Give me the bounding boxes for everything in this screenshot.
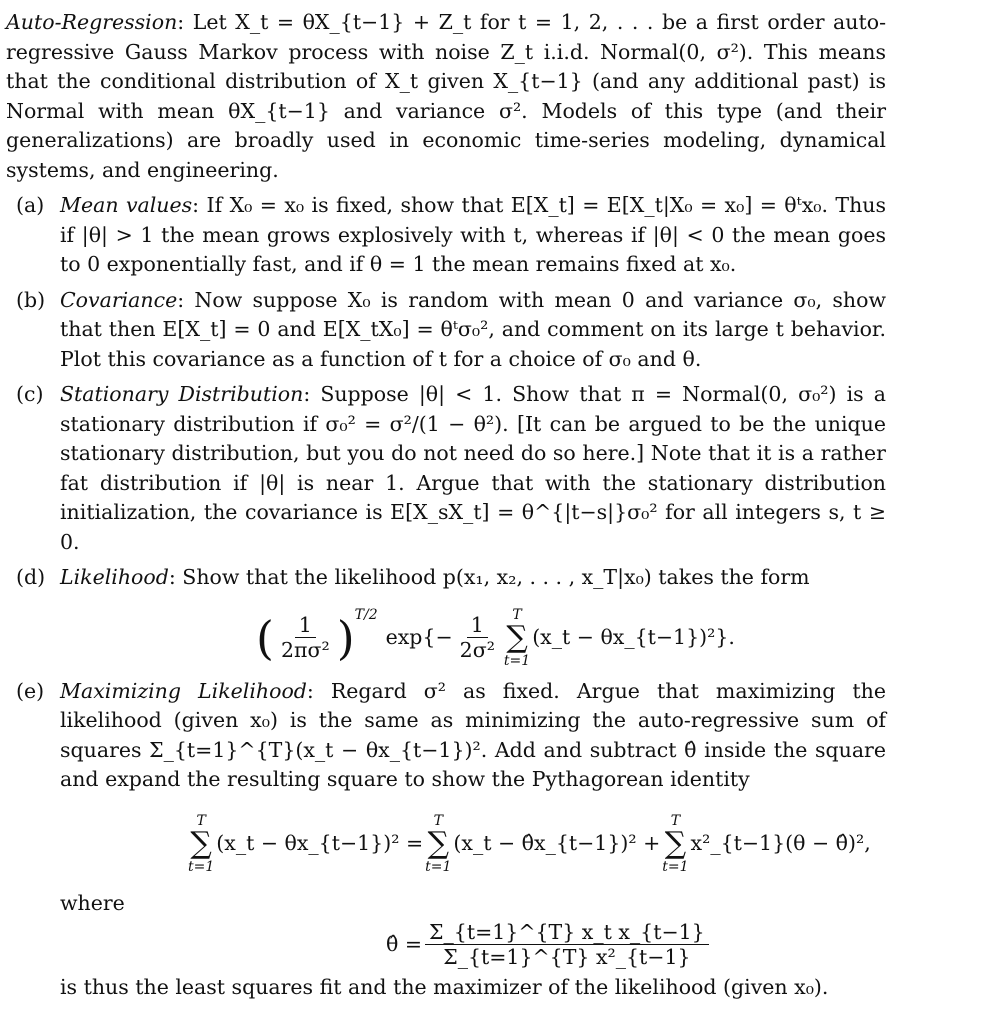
item-d-text: : Show that the likelihood p(x₁, x₂, . . . , x_T|x₀) takes the form — [168, 565, 810, 589]
intro-paragraph — [6, 8, 886, 185]
right-paren: ) — [336, 610, 355, 665]
pyth-sum2-upper: T — [433, 812, 443, 829]
likelihood-fraction-2 — [456, 613, 499, 662]
item-a — [6, 191, 886, 280]
pyth-lhs: (x_t − θx_{t−1})² = — [216, 830, 424, 855]
pyth-sum2-lower: t=1 — [425, 858, 452, 875]
item-a-text: : If X₀ = x₀ is fixed, show that E[X_t] = E[X_t|X₀ = x₀] = θᵗx₀. Thus if |θ| > 1 the mean grows explosively with t, whereas if |θ| < 0 the mean goes to 0 exponentially fast, and if θ = 1 the mean remains fixed at x₀. — [60, 193, 887, 276]
item-e — [6, 677, 886, 795]
item-e-text: : Regard σ² as fixed. Argue that maximizing the likelihood (given x₀) is the same as minimizing the auto-regressive sum of squares Σ_{t=1}^{T}(x_t − θx_{t−1})². Add and subtract θ̂ inside the square and expand the resulting square to show the Pythagorean identity — [60, 678, 886, 791]
likelihood-frac2-num: 1 — [467, 613, 488, 638]
pyth-sum3-lower: t=1 — [662, 858, 689, 875]
item-c-title: Stationary Distribution — [60, 382, 304, 406]
thetahat-den: Σ_{t=1}^{T} x²_{t−1} — [443, 945, 691, 969]
likelihood-frac2-den: 2σ² — [459, 638, 495, 662]
thetahat-equation — [386, 920, 886, 969]
item-d — [6, 563, 886, 593]
item-a-title: Mean values — [60, 193, 193, 217]
item-c-text: : Suppose |θ| < 1. Show that π = Normal(0, σ₀²) is a stationary distribution if σ₀² = σ²/(1 − θ²). [It can be argued to be the unique stationary distribution, but you do not need do so here.] Note that it is a rather fat distribution if |θ| is near 1. Argue that with the stationary distribution initialization, the covariance is E[X_sX_t] = θ^{|t−s|}σ₀² for all integers s, t ≥ 0. — [60, 382, 886, 554]
sum-upper: T — [512, 606, 522, 623]
pythagorean-equation — [186, 813, 886, 875]
thetahat-num: Σ_{t=1}^{T} x_t x_{t−1} — [425, 920, 709, 945]
item-d-title: Likelihood — [60, 565, 169, 589]
item-b-label: (b) — [16, 287, 46, 312]
item-c — [6, 380, 886, 557]
item-c-label: (c) — [16, 382, 44, 406]
pyth-sum1-upper: T — [196, 812, 206, 829]
where-label: where — [60, 890, 125, 915]
pyth-sum-1 — [188, 813, 214, 875]
item-b — [6, 286, 886, 375]
pyth-sum1-lower: t=1 — [188, 858, 215, 875]
sigma-symbol: ∑ — [427, 825, 449, 861]
likelihood-exp: exp{− — [385, 624, 453, 649]
sum-lower: t=1 — [503, 652, 531, 669]
likelihood-equation — [256, 607, 886, 669]
item-e-title: Maximizing Likelihood — [60, 678, 307, 703]
item-e-label: (e) — [16, 678, 45, 703]
sigma-symbol: ∑ — [506, 619, 528, 655]
pyth-rhs: x²_{t−1}(θ − θ̂)², — [690, 830, 871, 855]
sigma-symbol: ∑ — [664, 825, 687, 861]
closing-sentence: is thus the least squares fit and the maximizer of the likelihood (given x₀). — [60, 975, 829, 999]
intro-text: : Let X_t = θX_{t−1} + Z_t for t = 1, 2, . . . be a first order auto-regressive Gauss Markov process with noise Z_t i.i.d. Normal(0, σ²). This means that the conditional distribution of X_t given X_{t−1} (and any additional past) is Normal with mean θX_{t−1} and variance σ². Models of this type (and their generalizations) are broadly used in economic time-series modeling, dynamical systems, and engineering. — [6, 10, 886, 182]
intro-title: Auto-Regression — [6, 10, 178, 34]
sigma-symbol: ∑ — [190, 825, 212, 861]
likelihood-fraction — [277, 613, 334, 662]
thetahat-lhs: θ̂ = — [386, 931, 423, 956]
pyth-sum-3 — [662, 813, 688, 875]
pyth-mid: (x_t − θ̂x_{t−1})² + — [453, 830, 661, 855]
problem-page — [6, 8, 886, 1003]
likelihood-power: T/2 — [354, 606, 378, 623]
likelihood-sum — [504, 607, 530, 669]
left-paren: ( — [256, 610, 274, 665]
likelihood-frac-num: 1 — [295, 613, 316, 638]
pyth-sum3-upper: T — [670, 812, 681, 829]
thetahat-fraction — [425, 920, 709, 969]
item-a-label: (a) — [16, 193, 45, 217]
likelihood-frac-den: 2πσ² — [280, 638, 330, 662]
item-b-text: : Now suppose X₀ is random with mean 0 and variance σ₀, show that then E[X_t] = 0 and E[X_tX₀] = θᵗσ₀², and comment on its large t behavior. Plot this covariance as a function of t for a choice of σ₀ and θ. — [60, 287, 886, 371]
item-b-title: Covariance — [60, 287, 178, 312]
item-d-label: (d) — [16, 565, 46, 589]
likelihood-term: (x_t − θx_{t−1})²}. — [532, 624, 735, 649]
pyth-sum-2 — [425, 813, 451, 875]
